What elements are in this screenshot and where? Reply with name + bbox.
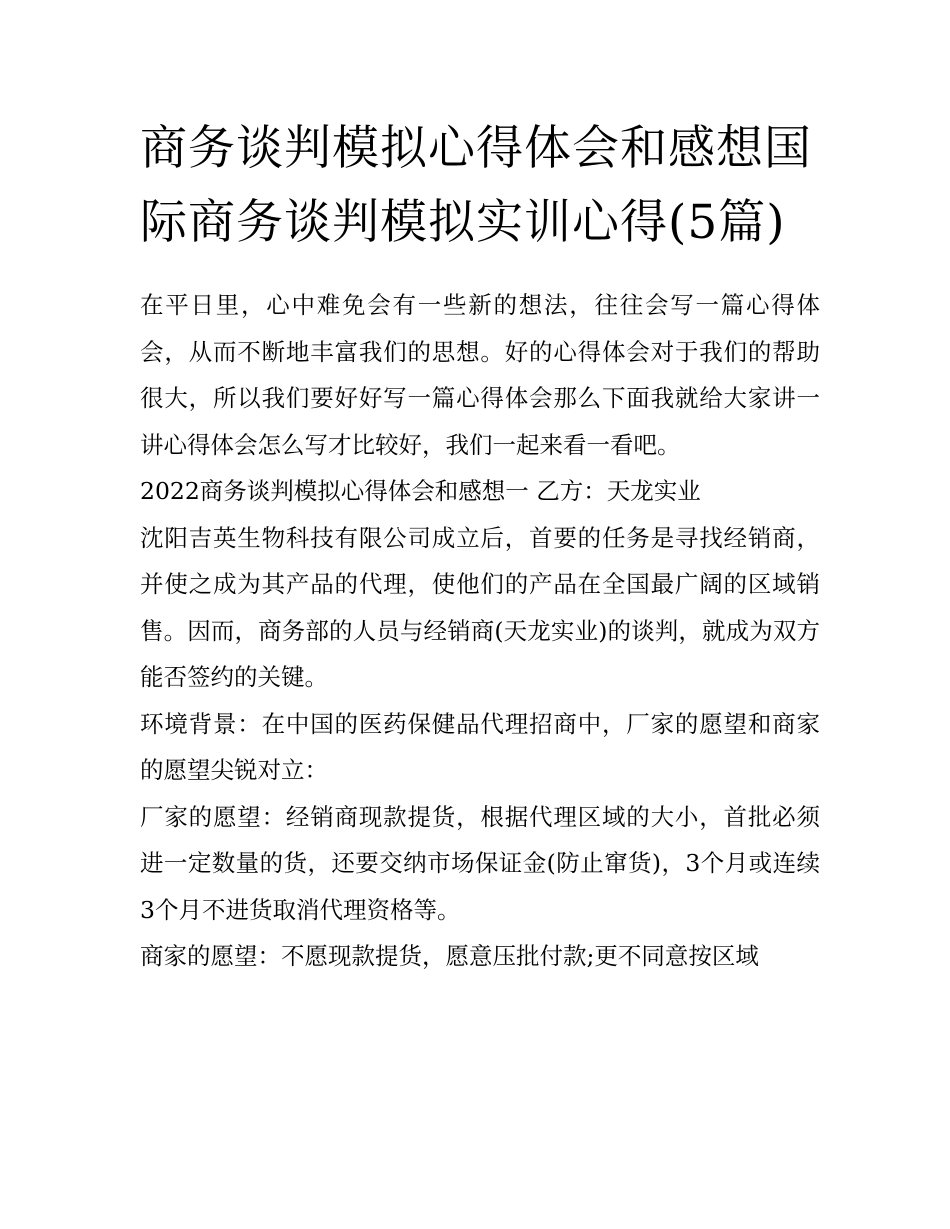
document-body xyxy=(140,282,820,980)
paragraph-merchant-wish: 商家的愿望：不愿现款提货，愿意压批付款;更不同意按区域 xyxy=(140,942,759,970)
document-page xyxy=(140,112,820,980)
paragraph-manufacturer-wish: 厂家的愿望：经销商现款提货，根据代理区域的大小，首批必须进一定数量的货，还要交纳市场保证金(防止窜货)，3个月或连续3个月不进货取消代理资格等。 xyxy=(140,802,820,924)
paragraph-intro: 在平日里，心中难免会有一些新的想法，往往会写一篇心得体会，从而不断地丰富我们的思想。好的心得体会对于我们的帮助很大，所以我们要好好写一篇心得体会那么下面我就给大家讲一讲心得体会怎么写才比较好，我们一起来看一看吧。 xyxy=(140,291,820,459)
paragraph-heading-party-b: 2022商务谈判模拟心得体会和感想一 乙方：天龙实业 xyxy=(140,477,701,505)
paragraph-background: 环境背景：在中国的医药保健品代理招商中，厂家的愿望和商家的愿望尖锐对立： xyxy=(140,709,820,784)
paragraph-company: 沈阳吉英生物科技有限公司成立后，首要的任务是寻找经销商，并使之成为其产品的代理，使他们的产品在全国最广阔的区域销售。因而，商务部的人员与经销商(天龙实业)的谈判，就成为双方能否签约的关键。 xyxy=(140,523,820,691)
document-title: 商务谈判模拟心得体会和感想国际商务谈判模拟实训心得(5篇) xyxy=(140,121,812,250)
